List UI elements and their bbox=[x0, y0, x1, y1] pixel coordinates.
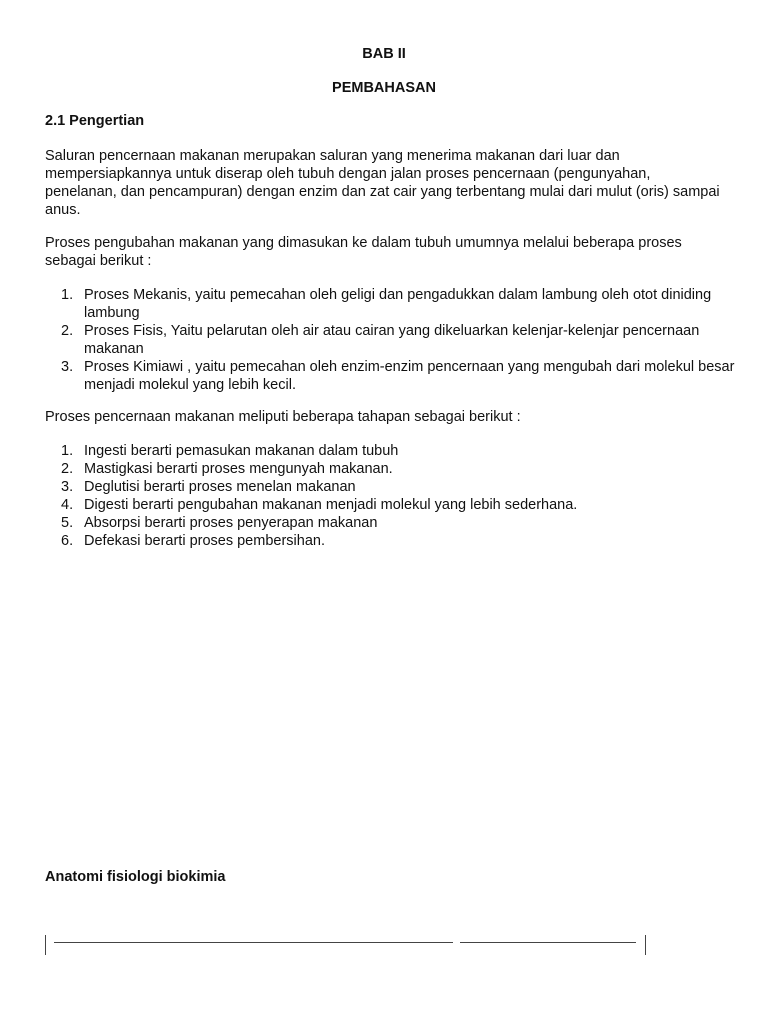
list-item bbox=[45, 460, 735, 478]
table-divider-right bbox=[460, 942, 636, 943]
list-item-number: 6. bbox=[61, 533, 74, 549]
list-item-text: Digesti berarti pengubahan makanan menjadi molekul yang lebih sederhana. bbox=[84, 497, 578, 513]
list-item bbox=[45, 496, 735, 514]
stages-list bbox=[45, 442, 735, 550]
paragraph-stages-intro: Proses pencernaan makanan meliputi beberapa tahapan sebagai berikut : bbox=[45, 409, 521, 425]
list-item bbox=[45, 532, 735, 550]
list-item-text: Ingesti berarti pemasukan makanan dalam tubuh bbox=[84, 443, 399, 459]
table-divider-left bbox=[54, 942, 453, 943]
list-item-text: Proses Fisis, Yaitu pelarutan oleh air atau cairan yang dikeluarkan kelenjar-kelenjar pencernaan makanan bbox=[84, 323, 700, 357]
list-item bbox=[45, 514, 735, 532]
list-item-number: 1. bbox=[61, 287, 74, 303]
list-item bbox=[45, 478, 735, 496]
list-item-text: Proses Mekanis, yaitu pemecahan oleh geligi dan pengadukkan dalam lambung oleh otot diniding lambung bbox=[84, 287, 712, 321]
list-item-number: 1. bbox=[61, 443, 74, 459]
list-item-text: Defekasi berarti proses pembersihan. bbox=[84, 533, 325, 549]
list-item-number: 2. bbox=[61, 323, 74, 339]
list-item-number: 3. bbox=[61, 479, 74, 495]
list-item-text: Absorpsi berarti proses penyerapan makanan bbox=[84, 515, 378, 531]
list-item-text: Mastigkasi berarti proses mengunyah makanan. bbox=[84, 461, 393, 477]
paragraph-definition: Saluran pencernaan makanan merupakan saluran yang menerima makanan dari luar dan mempersiapkannya untuk diserap oleh tubuh dengan jalan proses pencernaan (pengunyahan, penelanan, dan pencampuran) dengan enzim dan zat cair yang terbentang mulai dari mulut (oris) sampai anus. bbox=[45, 148, 720, 218]
chapter-number: BAB II bbox=[362, 46, 406, 62]
list-item bbox=[45, 322, 735, 358]
paragraph-process-intro: Proses pengubahan makanan yang dimasukan ke dalam tubuh umumnya melalui beberapa proses sebagai berikut : bbox=[45, 235, 682, 269]
list-item-text: Deglutisi berarti proses menelan makanan bbox=[84, 479, 356, 495]
section-heading: 2.1 Pengertian bbox=[45, 113, 145, 129]
process-list bbox=[45, 286, 735, 394]
list-item-number: 5. bbox=[61, 515, 74, 531]
list-item-number: 2. bbox=[61, 461, 74, 477]
list-item bbox=[45, 286, 735, 322]
table-outline bbox=[45, 935, 646, 955]
list-item-number: 4. bbox=[61, 497, 74, 513]
list-item bbox=[45, 358, 735, 394]
list-item-text: Proses Kimiawi , yaitu pemecahan oleh enzim-enzim pencernaan yang mengubah dari molekul besar menjadi molekul yang lebih kecil. bbox=[84, 359, 735, 393]
chapter-title: PEMBAHASAN bbox=[332, 80, 436, 96]
list-item-number: 3. bbox=[61, 359, 74, 375]
subsection-heading: Anatomi fisiologi biokimia bbox=[45, 869, 226, 885]
list-item bbox=[45, 442, 735, 460]
